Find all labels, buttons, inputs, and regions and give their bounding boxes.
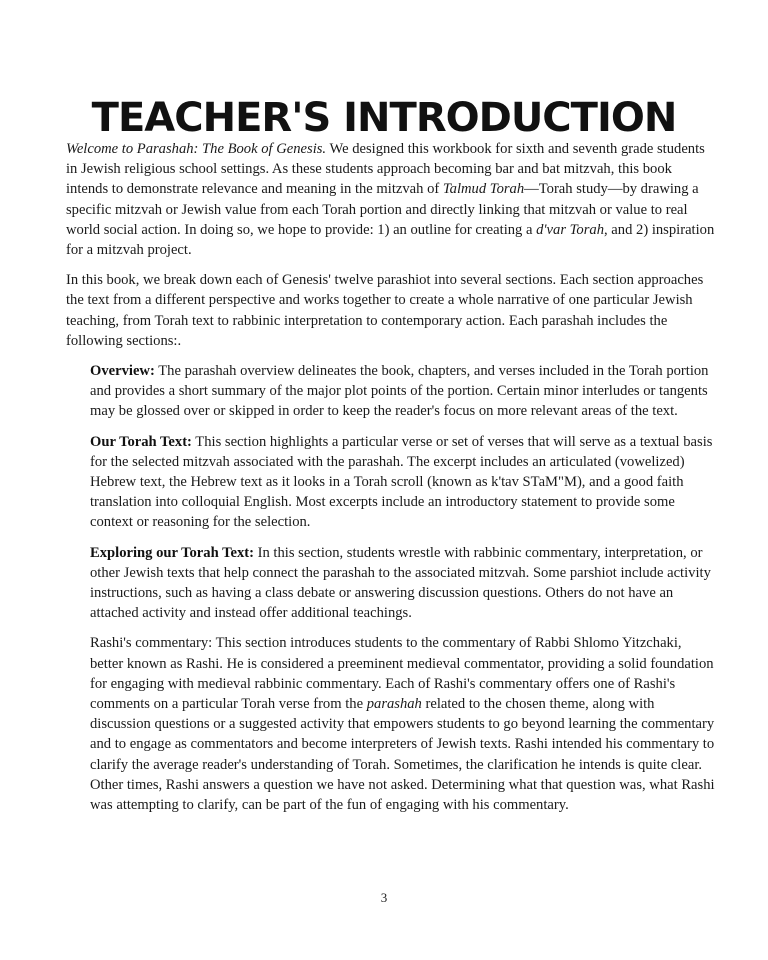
book-title-italic: Welcome to Parashah: The Book of Genesis. bbox=[66, 141, 327, 157]
section-overview: Overview: The parashah overview delineates the book, chapters, and verses included in the Torah portion and provides a short summary of the major plot points of the portion. Certain minor interludes or tangents may be glossed over or skipped in order to keep the reader's focus on more relevant areas of the text. bbox=[90, 363, 709, 420]
dvar-torah-term: d'var Torah bbox=[536, 221, 604, 238]
section-exploring-torah-text: Exploring our Torah Text: In this section, students wrestle with rabbinic commentary, interpretation, or other Jewish texts that help connect the parashah to the associated mitzvah. Some parshiot include activity instructions, such as having a class debate or answering discussion questions. Others do not have an attached activity and instead offer additional teachings. bbox=[90, 544, 711, 622]
talmud-torah-term: Talmud Torah bbox=[442, 181, 525, 198]
section-our-torah-text: Our Torah Text: This section highlights a particular verse or set of verses that will serve as a textual basis for the selected mitzvah associated with the parashah. The excerpt includes an articulated (vowelized) Hebrew text, the Hebrew text as it looks in a Torah scroll (known as k'tav STaM"M), and a good faith translation into colloquial English. Most excerpts include an introductory statement to provide some context or reasoning for the selection. bbox=[90, 433, 713, 531]
structure-paragraph: In this book, we break down each of Genesis' twelve parashiot into several sections. Each section approaches the text from a different perspective and works together to create a whole narrative of one particular Jewish teaching, from Torah text to rabbinic interpretation to contemporary action. Each parashah includes the following sections:. bbox=[66, 272, 704, 349]
page-title: TEACHER'S INTRODUCTION bbox=[91, 94, 677, 141]
section-heading: Exploring our Torah Text: bbox=[90, 544, 254, 561]
section-rashi-commentary: Rashi's commentary: This section introduces students to the commentary of Rabbi Shlomo Yitzchaki, better known as Rashi. He is considered a preeminent medieval commentator, providing a solid foundation for engaging with medieval rabbinic commentary. Each of Rashi's commentary offers one of Rashi's comments on a particular Torah verse from the parashah related to the chosen theme, along with discussion questions or a suggested activity that empowers students to go beyond learning the commentary and to engage as commentators and become interpreters of Jewish texts. Rashi intended his commentary to clarify the average reader's understanding of Torah. Sometimes, the clarification he intends is quite clear. Other times, Rashi answers a question we have not asked. Determining what that question was, what Rashi was attempting to clarify, can be part of the fun of engaging with his commentary. bbox=[90, 635, 715, 814]
section-heading: Overview: bbox=[90, 363, 155, 380]
body-text bbox=[66, 139, 716, 825]
parashah-term: parashah bbox=[366, 696, 422, 713]
page-number: 3 bbox=[380, 890, 388, 905]
section-heading: Our Torah Text: bbox=[90, 433, 192, 450]
intro-paragraph: Welcome to Parashah: The Book of Genesis. We designed this workbook for sixth and seventh grade students in Jewish religious school settings. As these students approach becoming bar and bat mitzvah, this book intends to demonstrate relevance and meaning in the mitzvah of Talmud Torah—Torah study—by drawing a specific mitzvah or Jewish value from each Torah portion and directly linking that mitzvah or value to real world social action. In doing so, we hope to provide: 1) an outline for creating a d'var Torah, and 2) inspiration for a mitzvah project. bbox=[66, 141, 715, 259]
